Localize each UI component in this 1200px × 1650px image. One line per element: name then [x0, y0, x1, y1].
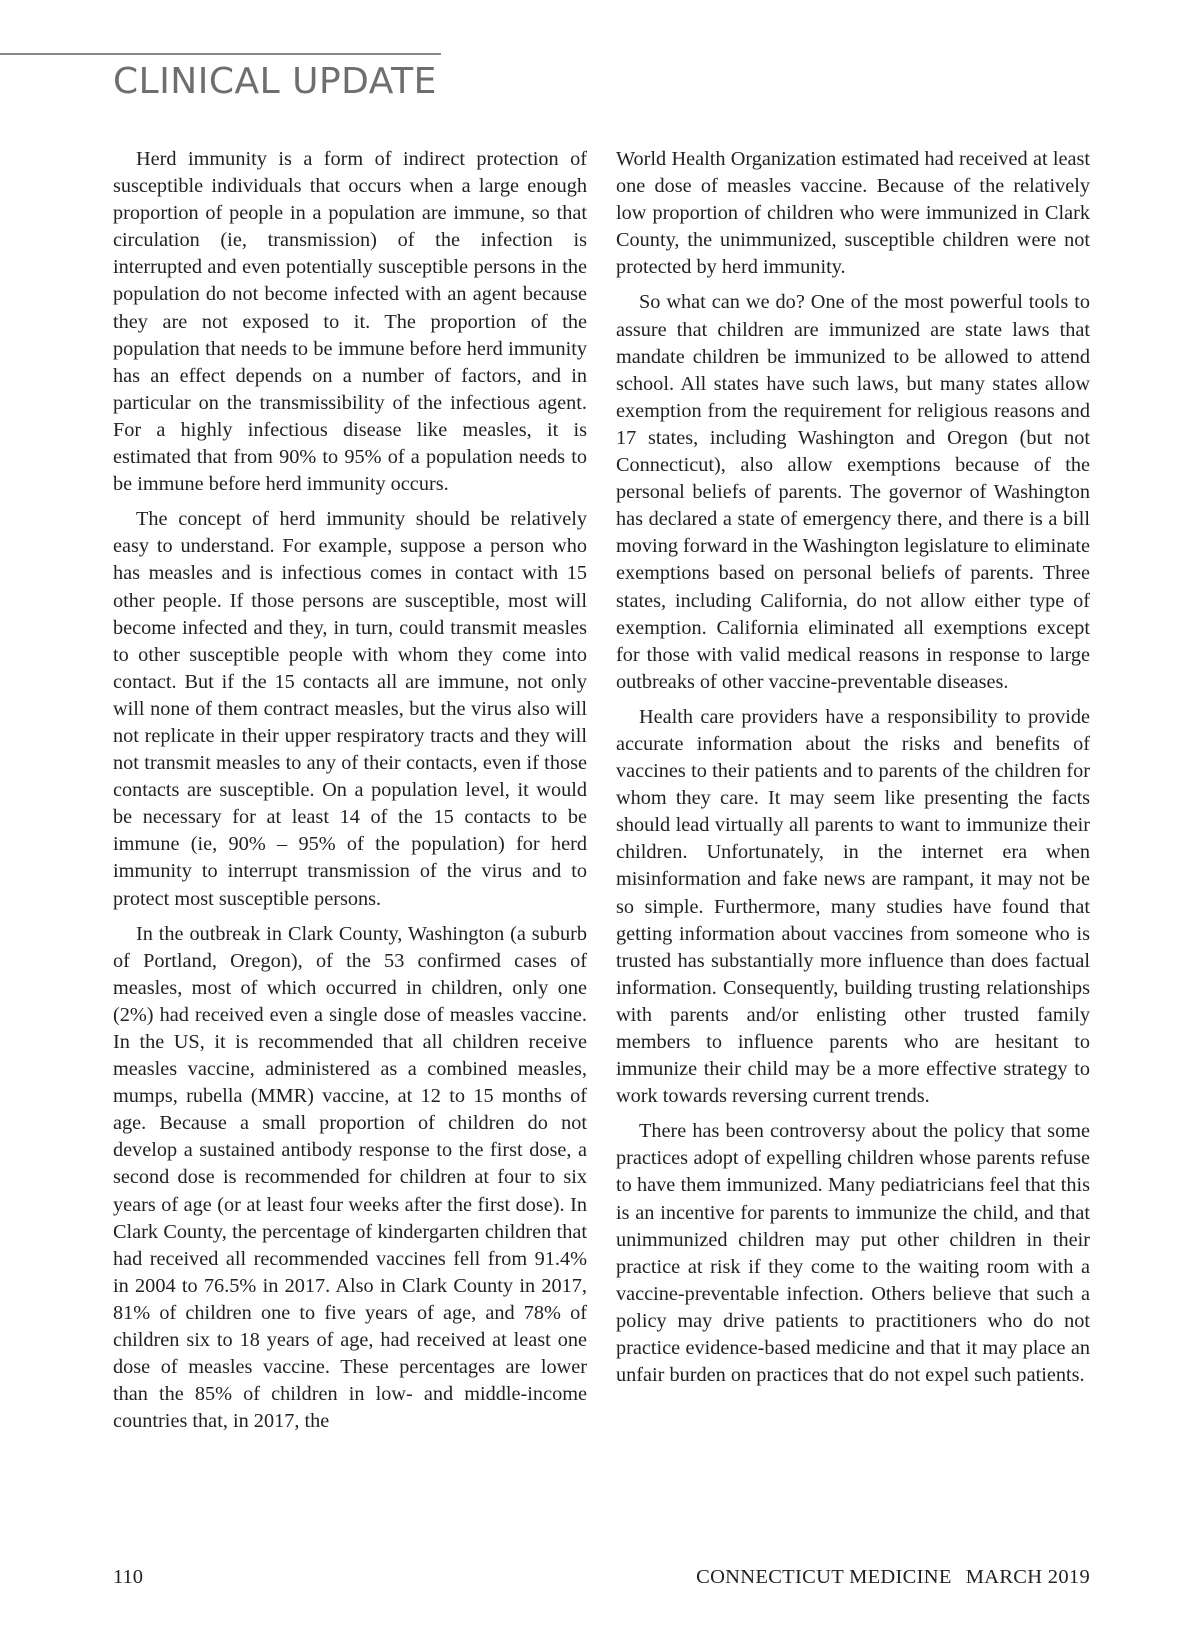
right-column	[616, 146, 1090, 1397]
left-column	[113, 146, 587, 1443]
page-number: 110	[113, 1566, 143, 1588]
journal-name: CONNECTICUT MEDICINE	[696, 1566, 952, 1588]
paragraph-herd-immunity-concept: The concept of herd immunity should be relatively easy to understand. For example, suppose a person who has measles and is infectious comes in contact with 15 other people. If those persons are susceptible, most will become infected and they, in turn, could transmit measles to other susceptible people with whom they come into contact. But if the 15 contacts all are immune, not only will none of them contract measles, but the virus also will not replicate in their upper respiratory tracts and they will not transmit measles to any of their contacts, even if those contacts are susceptible. On a population level, it would be necessary for at least 14 of the 15 contacts to be immune (ie, 90% – 95% of the population) for herd immunity to interrupt transmission of the virus and to protect most susceptible persons.	[113, 508, 587, 910]
journal-info	[696, 1566, 1090, 1589]
paragraph-herd-immunity-definition: Herd immunity is a form of indirect protection of susceptible individuals that occurs when a large enough proportion of people in a population are immune, so that circulation (ie, transmission) of the infection is interrupted and even potentially susceptible persons in the population do not become infected with an agent because they are not exposed to it. The proportion of the population that needs to be immune before herd immunity has an effect depends on a number of factors, and in particular on the transmissibility of the infectious agent. For a highly infectious disease like measles, it is estimated that from 90% to 95% of a population needs to be immune before herd immunity occurs.	[113, 148, 587, 496]
issue-date: MARCH 2019	[965, 1566, 1090, 1588]
paragraph-health-care-providers: Health care providers have a responsibility to provide accurate information about the risks and benefits of vaccines to their patients and to parents of the children for whom they care. It may seem like presenting the facts should lead virtually all parents to want to immunize their children. Unfortunately, in the internet era when misinformation and fake news are rampant, it may not be so simple. Furthermore, many studies have found that getting information about vaccines from someone who is trusted has substantially more influence than does factual information. Consequently, building trusting relationships with parents and/or enlisting other trusted family members to influence parents who are hesitant to immunize their child may be a more effective strategy to work towards reversing current trends.	[616, 705, 1090, 1108]
header-rule	[0, 53, 441, 55]
paragraph-state-laws: So what can we do? One of the most powerful tools to assure that children are immunized are state laws that mandate children be immunized to be allowed to attend school. All states have such laws, but many states allow exemption from the requirement for religious reasons and 17 states, including Washington and Oregon (but not Connecticut), also allow exemptions because of the personal beliefs of parents. The governor of Washington has declared a state of emergency there, and there is a bill moving forward in the Washington legislature to eliminate exemptions based on personal beliefs of parents. Three states, including California, do not allow either type of exemption. California eliminated all exemptions except for those with valid medical reasons in response to large outbreaks of other vaccine-preventable diseases.	[616, 291, 1090, 693]
paragraph-clark-county-outbreak: In the outbreak in Clark County, Washington (a suburb of Portland, Oregon), of the 53 confirmed cases of measles, most of which occurred in children, only one (2%) had received even a single dose of measles vaccine. In the US, it is recommended that all children receive measles vaccine, administered as a combined measles, mumps, rubella (MMR) vaccine, at 12 to 15 months of age. Because a small proportion of children do not develop a sustained antibody response to the first dose, a second dose is recommended for children at four to six years of age (or at least four weeks after the first dose). In Clark County, the percentage of kindergarten children that had received all recommended vaccines fell from 91.4% in 2004 to 76.5% in 2017. Also in Clark County in 2017, 81% of children one to five years of age, and 78% of children six to 18 years of age, had received at least one dose of measles vaccine. These percentages are lower than the 85% of children in low- and middle-income countries that, in 2017, the	[113, 922, 587, 1433]
paragraph-continuation: World Health Organization estimated had received at least one dose of measles vaccine. Because of the relatively low proportion of children who were immunized in Clark County, the unimmunized, susceptible children were not protected by herd immunity.	[616, 148, 1090, 279]
paragraph-expulsion-controversy: There has been controversy about the policy that some practices adopt of expelling children whose parents refuse to have them immunized. Many pediatricians feel that this is an incentive for parents to immunize the child, and that unimmunized children may put other children in their practice at risk if they come to the waiting room with a vaccine-preventable infection. Others believe that such a policy may drive patients to practitioners who do not practice evidence-based medicine and that it may place an unfair burden on practices that do not expel such patients.	[616, 1120, 1090, 1387]
section-title: CLINICAL UPDATE	[113, 61, 437, 102]
